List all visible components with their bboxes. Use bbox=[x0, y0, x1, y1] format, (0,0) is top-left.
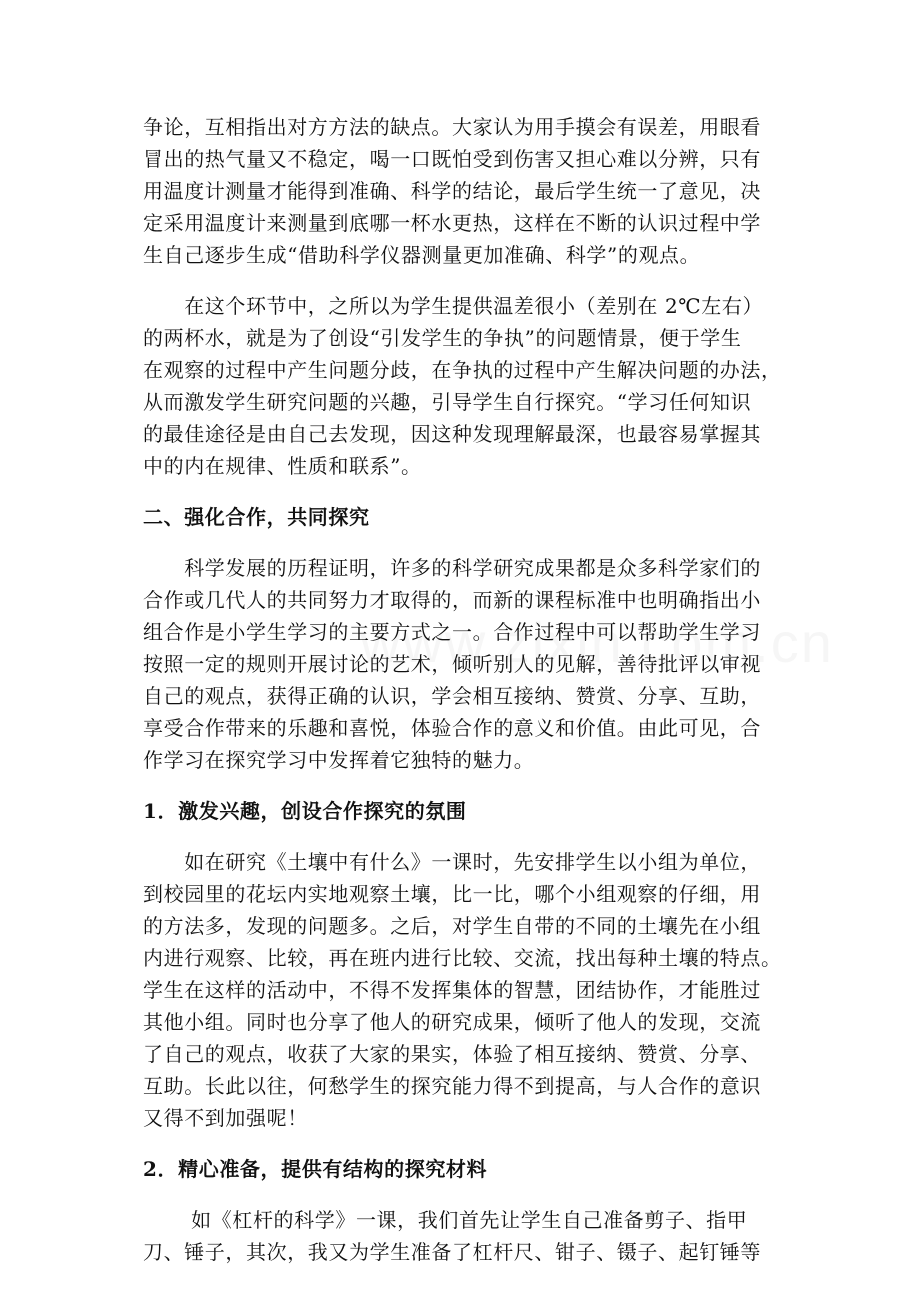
text-line: 合作或几代人的共同努力才取得的，而新的课程标准中也明确指出小 bbox=[143, 588, 761, 612]
paragraph-2 bbox=[143, 290, 783, 482]
text-line: 定采用温度计来测量到底哪一杯水更热，这样在不断的认识过程中学 bbox=[143, 211, 761, 235]
paragraph-4 bbox=[143, 846, 783, 1134]
text-line: 内进行观察、比较，再在班内进行比较、交流，找出每种土壤的特点。 bbox=[143, 946, 782, 970]
text-line: 享受合作带来的乐趣和喜悦，体验合作的意义和价值。由此可见，合 bbox=[143, 716, 761, 740]
document-body bbox=[143, 111, 783, 1287]
text-line: 冒出的热气量又不稳定，喝一口既怕受到伤害又担心难以分辨，只有 bbox=[143, 147, 761, 171]
text-line: 作学习在探究学习中发挥着它独特的魅力。 bbox=[143, 748, 535, 772]
text-line: 了自己的观点，收获了大家的果实，体验了相互接纳、赞赏、分享、 bbox=[143, 1042, 761, 1066]
text-line: 争论，互相指出对方方法的缺点。大家认为用手摸会有误差，用眼看 bbox=[143, 115, 761, 139]
subsection-heading-2: 2．精心准备，提供有结构的探究材料 bbox=[143, 1157, 488, 1181]
text-line: 从而激发学生研究问题的兴趣，引导学生自行探究。“学习任何知识 bbox=[143, 390, 752, 414]
text-line: 又得不到加强呢！ bbox=[143, 1106, 308, 1130]
text-line: 组合作是小学生学习的主要方式之一。合作过程中可以帮助学生学习 bbox=[143, 620, 761, 644]
text-line: 科学发展的历程证明，许多的科学研究成果都是众多科学家们的 bbox=[143, 556, 761, 580]
text-line: 如《杠杆的科学》一课，我们首先让学生自己准备剪子、指甲 bbox=[143, 1208, 748, 1232]
text-line: 按照一定的规则开展讨论的艺术，倾听别人的见解，善待批评以审视 bbox=[143, 652, 761, 676]
text-line: 刀、锤子，其次，我又为学生准备了杠杆尺、钳子、镊子、起钉锤等 bbox=[143, 1240, 761, 1264]
text-line: 的方法多，发现的问题多。之后，对学生自带的不同的土壤先在小组 bbox=[143, 914, 761, 938]
text-line: 自己的观点，获得正确的认识，学会相互接纳、赞赏、分享、互助， bbox=[143, 684, 761, 708]
text-line: 互助。长此以往，何愁学生的探究能力得不到提高，与人合作的意识 bbox=[143, 1074, 761, 1098]
text-line: 生自己逐步生成“借助科学仪器测量更加准确、科学”的观点。 bbox=[143, 243, 701, 267]
text-line: 的两杯水，就是为了创设“引发学生的争执”的问题情景，便于学生 bbox=[143, 326, 742, 350]
subsection-heading-1: 1．激发兴趣，创设合作探究的氛围 bbox=[143, 799, 467, 823]
paragraph-5 bbox=[143, 1204, 783, 1268]
text-line: 如在研究《土壤中有什么》一课时，先安排学生以小组为单位， bbox=[143, 850, 761, 874]
paragraph-1 bbox=[143, 111, 783, 271]
text-line: 在这个环节中，之所以为学生提供温差很小（差别在 2℃左右） bbox=[143, 294, 764, 318]
text-line: 的最佳途径是由自己去发现，因这种发现理解最深，也最容易掌握其 bbox=[143, 422, 761, 446]
text-line: 到校园里的花坛内实地观察土壤，比一比，哪个小组观察的仔细，用 bbox=[143, 882, 761, 906]
section-heading: 二、强化合作，共同探究 bbox=[143, 505, 370, 529]
text-line: 用温度计测量才能得到准确、科学的结论，最后学生统一了意见，决 bbox=[143, 179, 761, 203]
text-line: 在观察的过程中产生问题分歧，在争执的过程中产生解决问题的办法， bbox=[143, 358, 782, 382]
text-line: 学生在这样的活动中，不得不发挥集体的智慧，团结协作，才能胜过 bbox=[143, 978, 761, 1002]
text-line: 中的内在规律、性质和联系”。 bbox=[143, 454, 422, 478]
text-line: 其他小组。同时也分享了他人的研究成果，倾听了他人的发现，交流 bbox=[143, 1010, 761, 1034]
paragraph-3 bbox=[143, 552, 783, 776]
